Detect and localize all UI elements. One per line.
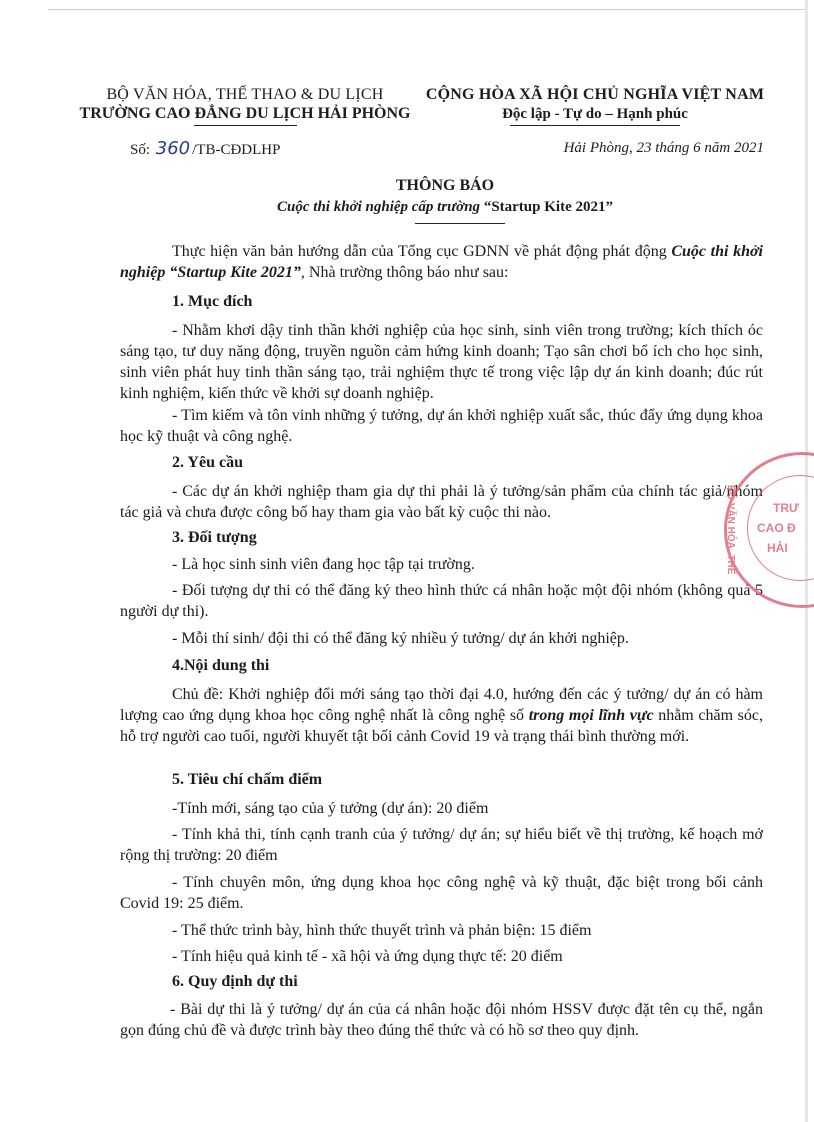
subtitle-text: Cuộc thi khởi nghiệp cấp trường: [277, 199, 484, 215]
document-number: [130, 138, 280, 159]
subtitle-contest-name: “Startup Kite 2021”: [483, 199, 613, 215]
doc-number-handwritten: 360: [155, 138, 191, 159]
seal-text: HẢI: [767, 541, 788, 555]
scan-top-edge: [48, 9, 808, 10]
country-name: CỘNG HÒA XÃ HỘI CHỦ NGHĨA VIỆT NAM: [425, 86, 765, 103]
doc-number-prefix: Số:: [130, 142, 151, 158]
section-heading-requirements: 2. Yêu cầu: [172, 454, 243, 471]
content-text-2: nhằm chăm sóc, hỗ trợ người cao tuổi, người khuyết tật bối cảnh Covid 19 và trạng thái bình thường mới.: [120, 707, 764, 745]
paragraph: - Tìm kiếm và tôn vinh những ý tưởng, dự án khởi nghiệp xuất sắc, thúc đẩy ứng dụng khoa học kỹ thuật và công nghệ.: [120, 407, 763, 445]
content-paragraph: [120, 684, 763, 747]
paragraph: - Đối tượng dự thi có thể đăng ký theo hình thức cá nhân hoặc một đội nhóm (không quá 5 người dự thi).: [120, 582, 763, 620]
content-emphasis: trong mọi lĩnh vực: [528, 707, 654, 724]
section-heading-criteria: 5. Tiêu chí chấm điểm: [172, 771, 323, 788]
school-underline: [194, 125, 297, 126]
national-heading: [410, 86, 780, 126]
content-text-1: Chủ đề: Khởi nghiệp đổi mới sáng tạo thời đại 4.0, hướng đến các ý tưởng/ dự án có hàm lượng cao ứng dụng khoa học công nghệ nhất là công nghệ số: [120, 686, 763, 724]
ministry-name: BỘ VĂN HÓA, THỂ THAO & DU LỊCH: [106, 86, 384, 103]
seal-arc-text: BỘ VĂN HÓA, THỂ: [725, 485, 736, 575]
paragraph: - Các dự án khởi nghiệp tham gia dự thi phải là ý tưởng/sản phẩm của chính tác giả/nhóm tác giả và chưa được công bố hay tham gia vào bất kỳ cuộc thi nào.: [120, 483, 763, 521]
paragraph: - Bài dự thi là ý tưởng/ dự án của cá nhân hoặc đội nhóm HSSV được đặt tên cụ thể, ngắn gọn đúng chủ đề và được trình bày theo đúng thể thức và có hồ sơ theo quy định.: [120, 1001, 763, 1039]
criteria-item: - Tính hiệu quả kinh tế - xã hội và ứng dụng thực tế: 20 điểm: [172, 948, 563, 965]
criteria-item: -Tính mới, sáng tạo của ý tưởng (dự án): 20 điểm: [172, 800, 489, 817]
school-name: TRƯỜNG CAO ĐẲNG DU LỊCH HẢI PHÒNG: [79, 105, 411, 122]
section-heading-content: 4.Nội dung thi: [172, 657, 270, 674]
criteria-item: - Tính chuyên môn, ứng dụng khoa học công nghệ và kỹ thuật, đặc biệt trong bối cảnh Covid 19: 25 điểm.: [120, 874, 763, 912]
seal-text: CAO Đ: [757, 521, 796, 535]
document-date: Hải Phòng, 23 tháng 6 năm 2021: [563, 140, 764, 156]
intro-paragraph: [120, 241, 763, 283]
seal-text: TRƯ: [773, 501, 799, 515]
paragraph: - Mỗi thí sinh/ đội thi có thể đăng ký nhiều ý tưởng/ dự án khởi nghiệp.: [172, 630, 629, 647]
paragraph: - Là học sinh sinh viên đang học tập tại trường.: [172, 556, 475, 573]
criteria-item: - Tính khả thi, tính cạnh tranh của ý tưởng/ dự án; sự hiểu biết về thị trường, kế hoạch mở rộng thị trường: 20 điểm: [120, 826, 763, 864]
intro-text-2: , Nhà trường thông báo như sau:: [300, 264, 509, 281]
document-subtitle: [0, 199, 814, 216]
motto-underline: [510, 125, 680, 126]
paragraph: - Nhằm khơi dậy tinh thần khởi nghiệp của học sinh, sinh viên trong trường; kích thích óc sáng tạo, tư duy năng động, truyền nguồn cảm hứng kinh doanh; Tạo sân chơi bổ ích cho học sinh, sinh viên phát huy tinh thần sáng tạo, trải nghiệm thực tế trong việc lập dự án kinh doanh; đúc rút kinh nghiệm, kiến thức về khởi sự doanh nghiệp.: [120, 322, 763, 402]
issuing-authority: [60, 86, 430, 126]
section-heading-purpose: 1. Mục đích: [172, 293, 253, 310]
criteria-item: - Thể thức trình bày, hình thức thuyết trình và phản biện: 15 điểm: [172, 922, 592, 939]
intro-contest-name: Cuộc thi khởi nghiệp “Startup Kite 2021”: [120, 243, 764, 281]
title-underline: [415, 223, 505, 224]
national-motto: Độc lập - Tự do – Hạnh phúc: [502, 106, 688, 122]
section-heading-rules: 6. Quy định dự thi: [172, 973, 298, 990]
document-title: THÔNG BÁO: [395, 177, 495, 194]
section-heading-participants: 3. Đối tượng: [172, 529, 257, 546]
doc-number-suffix: /TB-CĐDLHP: [192, 142, 281, 158]
intro-text-1: Thực hiện văn bản hướng dẫn của Tổng cục GDNN về phát động phát động: [172, 243, 672, 260]
